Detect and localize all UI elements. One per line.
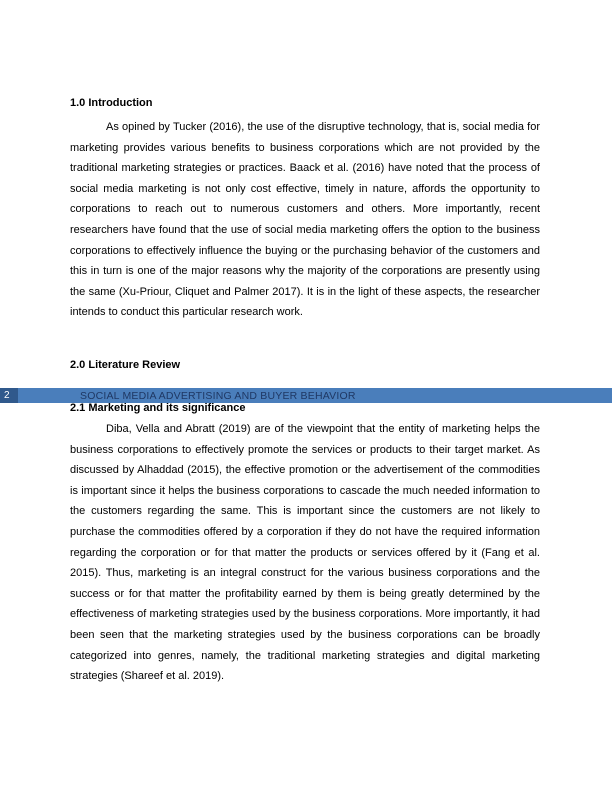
running-header-title: SOCIAL MEDIA ADVERTISING AND BUYER BEHAVIOR: [80, 389, 356, 402]
section-heading-introduction: 1.0 Introduction: [70, 97, 153, 109]
section-heading-marketing-significance: 2.1 Marketing and its significance: [70, 402, 246, 414]
page-number-badge: 2: [0, 388, 18, 403]
marketing-significance-paragraph: Diba, Vella and Abratt (2019) are of the viewpoint that the entity of marketing helps the business corporations to effectively promote the services or products to their target market. As discussed by Alhaddad (2015), the effective promotion or the advertisement of the commodities is important since it helps the business corporations to cascade the much needed information to the customers regarding the same. This is important since the customers are not likely to purchase the commodities offered by a corporation if they do not have the required information regarding the corporation or for that matter the products or services offered by it (Fang et al. 2015). Thus, marketing is an integral construct for the various business corporations and the success or for that matter the profitability earned by them is being greatly determined by the effectiveness of marketing strategies used by the business corporations. More importantly, it had been seen that the marketing strategies used by the business corporations can be broadly categorized into genres, namely, the traditional marketing strategies and digital marketing strategies (Shareef et al. 2019).: [70, 423, 540, 683]
section-heading-literature-review: 2.0 Literature Review: [70, 359, 181, 371]
introduction-paragraph: As opined by Tucker (2016), the use of the disruptive technology, that is, social media for marketing provides various benefits to business corporations which are not provided by the traditional marketing strategies or practices. Baack et al. (2016) have noted that the process of social media marketing is not only cost effective, timely in nature, affords the opportunity to corporations to reach out to numerous customers and others. More importantly, recent researchers have found that the use of social media marketing offers the option to the business corporations to effectively influence the buying or the purchasing behavior of the customers and this in turn is one of the major reasons why the majority of the corporations are presently using the same (Xu-Priour, Cliquet and Palmer 2017). It is in the light of these aspects, the researcher intends to conduct this particular research work.: [70, 121, 540, 319]
